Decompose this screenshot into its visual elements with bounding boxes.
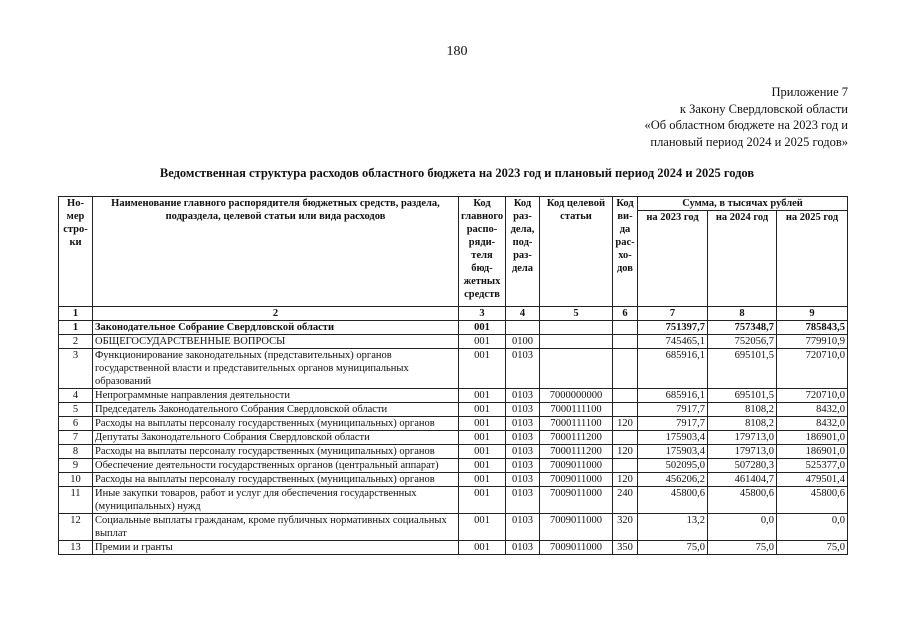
- cell-section-code: 0103: [506, 473, 540, 487]
- cell-gr-code: 001: [459, 459, 506, 473]
- cell-sum-2025: 75,0: [777, 541, 848, 555]
- cell-sum-2024: 8108,2: [708, 417, 777, 431]
- cell-sum-2023: 456206,2: [638, 473, 708, 487]
- cell-sum-2024: 757348,7: [708, 321, 777, 335]
- cell-sum-2025: 186901,0: [777, 431, 848, 445]
- cell-sum-2023: 685916,1: [638, 349, 708, 389]
- header-gr-code: Код главного распо-ряди-теля бюд-жетных средств: [459, 197, 506, 307]
- cell-expense-type: 120: [613, 445, 638, 459]
- cell-target-code: 7000000000: [540, 389, 613, 403]
- cell-name: Законодательное Собрание Свердловской области: [93, 321, 459, 335]
- cell-section-code: 0103: [506, 431, 540, 445]
- table-row: [59, 335, 848, 349]
- cell-row-number: 1: [59, 321, 93, 335]
- cell-sum-2025: 186901,0: [777, 445, 848, 459]
- cell-sum-2024: 179713,0: [708, 445, 777, 459]
- table-row: [59, 349, 848, 389]
- cell-sum-2025: 525377,0: [777, 459, 848, 473]
- page-number: 180: [446, 44, 468, 59]
- cell-row-number: 7: [59, 431, 93, 445]
- cell-section-code: 0103: [506, 459, 540, 473]
- cell-expense-type: [613, 459, 638, 473]
- cell-sum-2024: 752056,7: [708, 335, 777, 349]
- appendix-line-2: к Закону Свердловской области: [679, 101, 848, 116]
- cell-name: Председатель Законодательного Собрания Свердловской области: [93, 403, 459, 417]
- cell-gr-code: 001: [459, 514, 506, 541]
- cell-sum-2024: 695101,5: [708, 349, 777, 389]
- table-row: [59, 321, 848, 335]
- cell-expense-type: [613, 403, 638, 417]
- cell-section-code: [506, 321, 540, 335]
- cell-sum-2025: 720710,0: [777, 389, 848, 403]
- column-number: 5: [540, 307, 613, 321]
- cell-sum-2024: 461404,7: [708, 473, 777, 487]
- column-number: 8: [708, 307, 777, 321]
- cell-name: Обеспечение деятельности государственных органов (центральный аппарат): [93, 459, 459, 473]
- cell-name: Социальные выплаты гражданам, кроме публичных нормативных социальных выплат: [93, 514, 459, 541]
- cell-target-code: 7009011000: [540, 487, 613, 514]
- cell-gr-code: 001: [459, 417, 506, 431]
- cell-gr-code: 001: [459, 487, 506, 514]
- cell-expense-type: 320: [613, 514, 638, 541]
- cell-name: Расходы на выплаты персоналу государственных (муниципальных) органов: [93, 417, 459, 431]
- appendix-block: [644, 84, 848, 150]
- cell-row-number: 11: [59, 487, 93, 514]
- table-row: [59, 389, 848, 403]
- cell-name: Расходы на выплаты персоналу государственных (муниципальных) органов: [93, 473, 459, 487]
- cell-expense-type: 120: [613, 417, 638, 431]
- cell-target-code: 7000111100: [540, 417, 613, 431]
- cell-gr-code: 001: [459, 321, 506, 335]
- cell-sum-2025: 0,0: [777, 514, 848, 541]
- cell-sum-2024: 8108,2: [708, 403, 777, 417]
- column-number: 7: [638, 307, 708, 321]
- table-row: [59, 403, 848, 417]
- table-row: [59, 459, 848, 473]
- cell-name: Депутаты Законодательного Собрания Свердловской области: [93, 431, 459, 445]
- cell-sum-2025: 785843,5: [777, 321, 848, 335]
- budget-table: [58, 196, 848, 555]
- header-name: Наименование главного распорядителя бюджетных средств, раздела, подраздела, целевой статьи или вида расходов: [93, 197, 459, 307]
- cell-expense-type: [613, 335, 638, 349]
- cell-section-code: 0103: [506, 417, 540, 431]
- cell-sum-2023: 685916,1: [638, 389, 708, 403]
- appendix-line-3: «Об областном бюджете на 2023 год и: [644, 118, 848, 132]
- cell-expense-type: 120: [613, 473, 638, 487]
- cell-gr-code: 001: [459, 389, 506, 403]
- cell-section-code: 0103: [506, 541, 540, 555]
- cell-row-number: 12: [59, 514, 93, 541]
- cell-target-code: 7009011000: [540, 459, 613, 473]
- column-number: 6: [613, 307, 638, 321]
- cell-name: Премии и гранты: [93, 541, 459, 555]
- table-row: [59, 487, 848, 514]
- cell-row-number: 6: [59, 417, 93, 431]
- cell-gr-code: 001: [459, 403, 506, 417]
- header-sum-group: Сумма, в тысячах рублей: [638, 197, 848, 211]
- cell-sum-2024: 0,0: [708, 514, 777, 541]
- cell-target-code: 7000111100: [540, 403, 613, 417]
- cell-target-code: [540, 335, 613, 349]
- cell-section-code: 0100: [506, 335, 540, 349]
- cell-section-code: 0103: [506, 403, 540, 417]
- cell-sum-2025: 479501,4: [777, 473, 848, 487]
- cell-sum-2023: 75,0: [638, 541, 708, 555]
- cell-expense-type: [613, 321, 638, 335]
- cell-gr-code: 001: [459, 431, 506, 445]
- cell-name: Иные закупки товаров, работ и услуг для обеспечения государственных (муниципальных) нужд: [93, 487, 459, 514]
- cell-row-number: 10: [59, 473, 93, 487]
- column-number: 9: [777, 307, 848, 321]
- cell-expense-type: 240: [613, 487, 638, 514]
- cell-row-number: 5: [59, 403, 93, 417]
- document-title: Ведомственная структура расходов областного бюджета на 2023 год и плановый период 2024 и 2025 годов: [159, 166, 755, 180]
- column-number: 1: [59, 307, 93, 321]
- cell-sum-2024: 179713,0: [708, 431, 777, 445]
- appendix-line-1: Приложение 7: [771, 85, 848, 99]
- column-number-row: [59, 307, 848, 321]
- header-year-2023: на 2023 год: [638, 211, 708, 307]
- cell-row-number: 3: [59, 349, 93, 389]
- cell-section-code: 0103: [506, 487, 540, 514]
- cell-sum-2023: 13,2: [638, 514, 708, 541]
- cell-section-code: 0103: [506, 389, 540, 403]
- column-number: 2: [93, 307, 459, 321]
- cell-sum-2023: 745465,1: [638, 335, 708, 349]
- cell-name: Функционирование законодательных (представительных) органов государственной власти и представительных органов муниципальных образований: [93, 349, 459, 389]
- cell-gr-code: 001: [459, 445, 506, 459]
- cell-section-code: 0103: [506, 445, 540, 459]
- cell-sum-2023: 175903,4: [638, 445, 708, 459]
- header-year-2025: на 2025 год: [777, 211, 848, 307]
- cell-sum-2025: 720710,0: [777, 349, 848, 389]
- cell-sum-2023: 45800,6: [638, 487, 708, 514]
- cell-target-code: [540, 349, 613, 389]
- cell-row-number: 2: [59, 335, 93, 349]
- cell-target-code: [540, 321, 613, 335]
- table-row: [59, 514, 848, 541]
- table-row: [59, 431, 848, 445]
- cell-sum-2025: 45800,6: [777, 487, 848, 514]
- cell-gr-code: 001: [459, 541, 506, 555]
- cell-gr-code: 001: [459, 335, 506, 349]
- cell-sum-2023: 175903,4: [638, 431, 708, 445]
- cell-expense-type: 350: [613, 541, 638, 555]
- table-row: [59, 541, 848, 555]
- cell-gr-code: 001: [459, 473, 506, 487]
- header-row-number: Но-мер стро-ки: [59, 197, 93, 307]
- cell-name: ОБЩЕГОСУДАРСТВЕННЫЕ ВОПРОСЫ: [93, 335, 459, 349]
- cell-target-code: 7009011000: [540, 514, 613, 541]
- header-section-code: Код раз-дела, под-раз-дела: [506, 197, 540, 307]
- cell-row-number: 13: [59, 541, 93, 555]
- cell-sum-2023: 7917,7: [638, 403, 708, 417]
- cell-row-number: 8: [59, 445, 93, 459]
- table-row: [59, 445, 848, 459]
- cell-target-code: 7009011000: [540, 541, 613, 555]
- cell-sum-2023: 751397,7: [638, 321, 708, 335]
- cell-sum-2024: 45800,6: [708, 487, 777, 514]
- cell-row-number: 9: [59, 459, 93, 473]
- column-number: 4: [506, 307, 540, 321]
- header-year-2024: на 2024 год: [708, 211, 777, 307]
- table-row: [59, 473, 848, 487]
- cell-target-code: 7000111200: [540, 431, 613, 445]
- cell-target-code: 7009011000: [540, 473, 613, 487]
- cell-sum-2025: 8432,0: [777, 417, 848, 431]
- appendix-line-4: плановый период 2024 и 2025 годов»: [650, 134, 848, 149]
- header-expense-type-code: Код ви-да рас-хо-дов: [613, 197, 638, 307]
- cell-section-code: 0103: [506, 514, 540, 541]
- cell-sum-2025: 8432,0: [777, 403, 848, 417]
- cell-target-code: 7000111200: [540, 445, 613, 459]
- cell-sum-2023: 502095,0: [638, 459, 708, 473]
- table-row: [59, 417, 848, 431]
- cell-sum-2024: 695101,5: [708, 389, 777, 403]
- cell-expense-type: [613, 349, 638, 389]
- cell-sum-2025: 779910,9: [777, 335, 848, 349]
- cell-gr-code: 001: [459, 349, 506, 389]
- cell-sum-2023: 7917,7: [638, 417, 708, 431]
- cell-expense-type: [613, 431, 638, 445]
- cell-name: Непрограммные направления деятельности: [93, 389, 459, 403]
- column-number: 3: [459, 307, 506, 321]
- cell-row-number: 4: [59, 389, 93, 403]
- cell-expense-type: [613, 389, 638, 403]
- cell-sum-2024: 507280,3: [708, 459, 777, 473]
- header-target-code: Код целевой статьи: [540, 197, 613, 307]
- cell-section-code: 0103: [506, 349, 540, 389]
- cell-name: Расходы на выплаты персоналу государственных (муниципальных) органов: [93, 445, 459, 459]
- cell-sum-2024: 75,0: [708, 541, 777, 555]
